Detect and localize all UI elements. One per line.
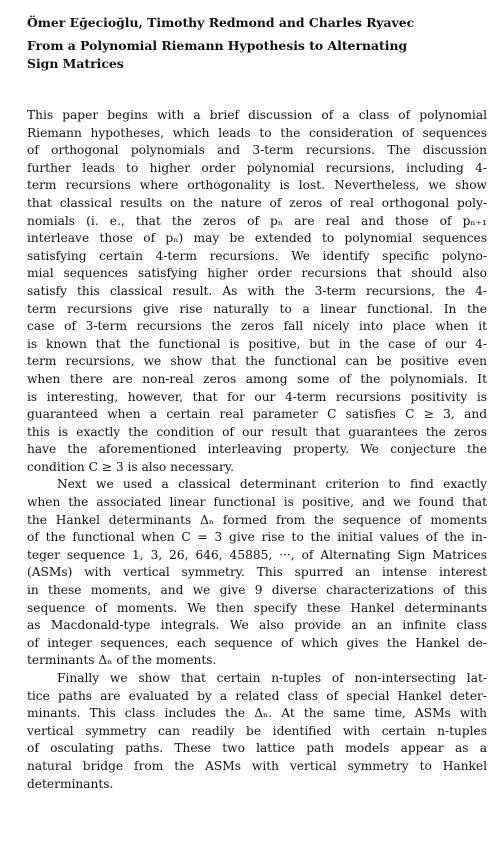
text-line: teger sequence 1, 3, 26, 646, 45885, ···, of Alternating Sign Matrices bbox=[27, 547, 487, 562]
text-line: that classical results on the nature of zeros of real orthogonal poly- bbox=[27, 195, 487, 210]
text-line: when the associated linear functional is positive, and we found that bbox=[27, 495, 487, 510]
text-line: of integer sequences, each sequence of which gives the Hankel de- bbox=[27, 635, 487, 650]
text-line: natural bridge from the ASMs with vertical symmetry to Hankel bbox=[27, 758, 487, 773]
text-line: vertical symmetry can readily be identified with certain n-tuples bbox=[27, 723, 487, 738]
text-line: satisfying certain 4-term recursions. We identify specific polyno- bbox=[27, 248, 487, 263]
text-line: term recursions where orthogonality is lost. Nevertheless, we show bbox=[27, 178, 487, 193]
text-line: of the functional when C = 3 give rise to the initial values of the in- bbox=[27, 530, 487, 545]
text-line: tice paths are evaluated by a related class of special Hankel deter- bbox=[27, 688, 487, 703]
text-line: case of 3-term recursions the zeros fall nicely into place when it bbox=[27, 319, 487, 334]
text-line: mial sequences satisfying higher order recursions that should also bbox=[27, 266, 487, 281]
text-line: satisfy this classical result. As with the 3-term recursions, the 4- bbox=[27, 283, 487, 298]
text-line: is known that the functional is positive, but in the case of our 4- bbox=[27, 336, 487, 351]
text-line: of orthogonal polynomials and 3-term recursions. The discussion bbox=[27, 143, 487, 158]
text-line: in these moments, and we give 9 diverse characterizations of this bbox=[27, 583, 487, 598]
text-line: This paper begins with a brief discussion of a class of polynomial bbox=[27, 108, 487, 122]
paper-title bbox=[27, 37, 487, 73]
text-line: further leads to higher order polynomial recursions, including 4- bbox=[27, 160, 487, 175]
abstract-paragraph bbox=[27, 476, 487, 670]
text-line: is interesting, however, that for our 4-term recursions positivity is bbox=[27, 389, 487, 404]
text-line: nomials (i. e., that the zeros of pₙ are real and those of pₙ₊₁ bbox=[27, 213, 487, 228]
text-line: term recursions, we show that the functional can be positive even bbox=[27, 354, 487, 369]
text-line: (ASMs) with vertical symmetry. This spurred an intense interest bbox=[27, 565, 487, 580]
abstract-body bbox=[27, 107, 487, 793]
text-line: Finally we show that certain n-tuples of non-intersecting lat- bbox=[57, 671, 487, 685]
text-line: as Macdonald-type integrals. We also provide an an infinite class bbox=[27, 618, 487, 633]
abstract-paragraph bbox=[27, 670, 487, 793]
text-line: of osculating paths. These two lattice path models appear as a bbox=[27, 741, 487, 756]
title-line: From a Polynomial Riemann Hypothesis to Alternating bbox=[27, 38, 408, 53]
text-line: guaranteed when a certain real parameter C satisfies C ≥ 3, and bbox=[27, 407, 487, 422]
title-line: Sign Matrices bbox=[27, 56, 124, 71]
text-line: terminants Δₙ of the moments. bbox=[27, 653, 217, 668]
text-line: condition C ≥ 3 is also necessary. bbox=[27, 459, 234, 474]
text-line: Next we used a classical determinant criterion to find exactly bbox=[57, 477, 487, 492]
text-line: determinants. bbox=[27, 776, 114, 791]
text-line: this is exactly the condition of our result that guarantees the zeros bbox=[27, 424, 487, 439]
text-line: interleave those of pₙ) may be extended to polynomial sequences bbox=[27, 231, 487, 246]
abstract-paragraph bbox=[27, 107, 487, 476]
text-line: have the aforementioned interleaving property. We conjecture the bbox=[27, 442, 487, 457]
text-line: the Hankel determinants Δₙ formed from the sequence of moments bbox=[27, 512, 487, 527]
text-line: term recursions give rise naturally to a linear functional. In the bbox=[27, 301, 487, 316]
author-list: Ömer Eğecioğlu, Timothy Redmond and Charles Ryavec bbox=[27, 15, 415, 30]
text-line: minants. This class includes the Δₙ. At the same time, ASMs with bbox=[27, 706, 487, 721]
text-line: when there are non-real zeros among some of the polynomials. It bbox=[27, 371, 487, 386]
text-line: sequence of moments. We then specify these Hankel determinants bbox=[27, 600, 487, 615]
text-line: Riemann hypotheses, which leads to the consideration of sequences bbox=[27, 125, 487, 140]
